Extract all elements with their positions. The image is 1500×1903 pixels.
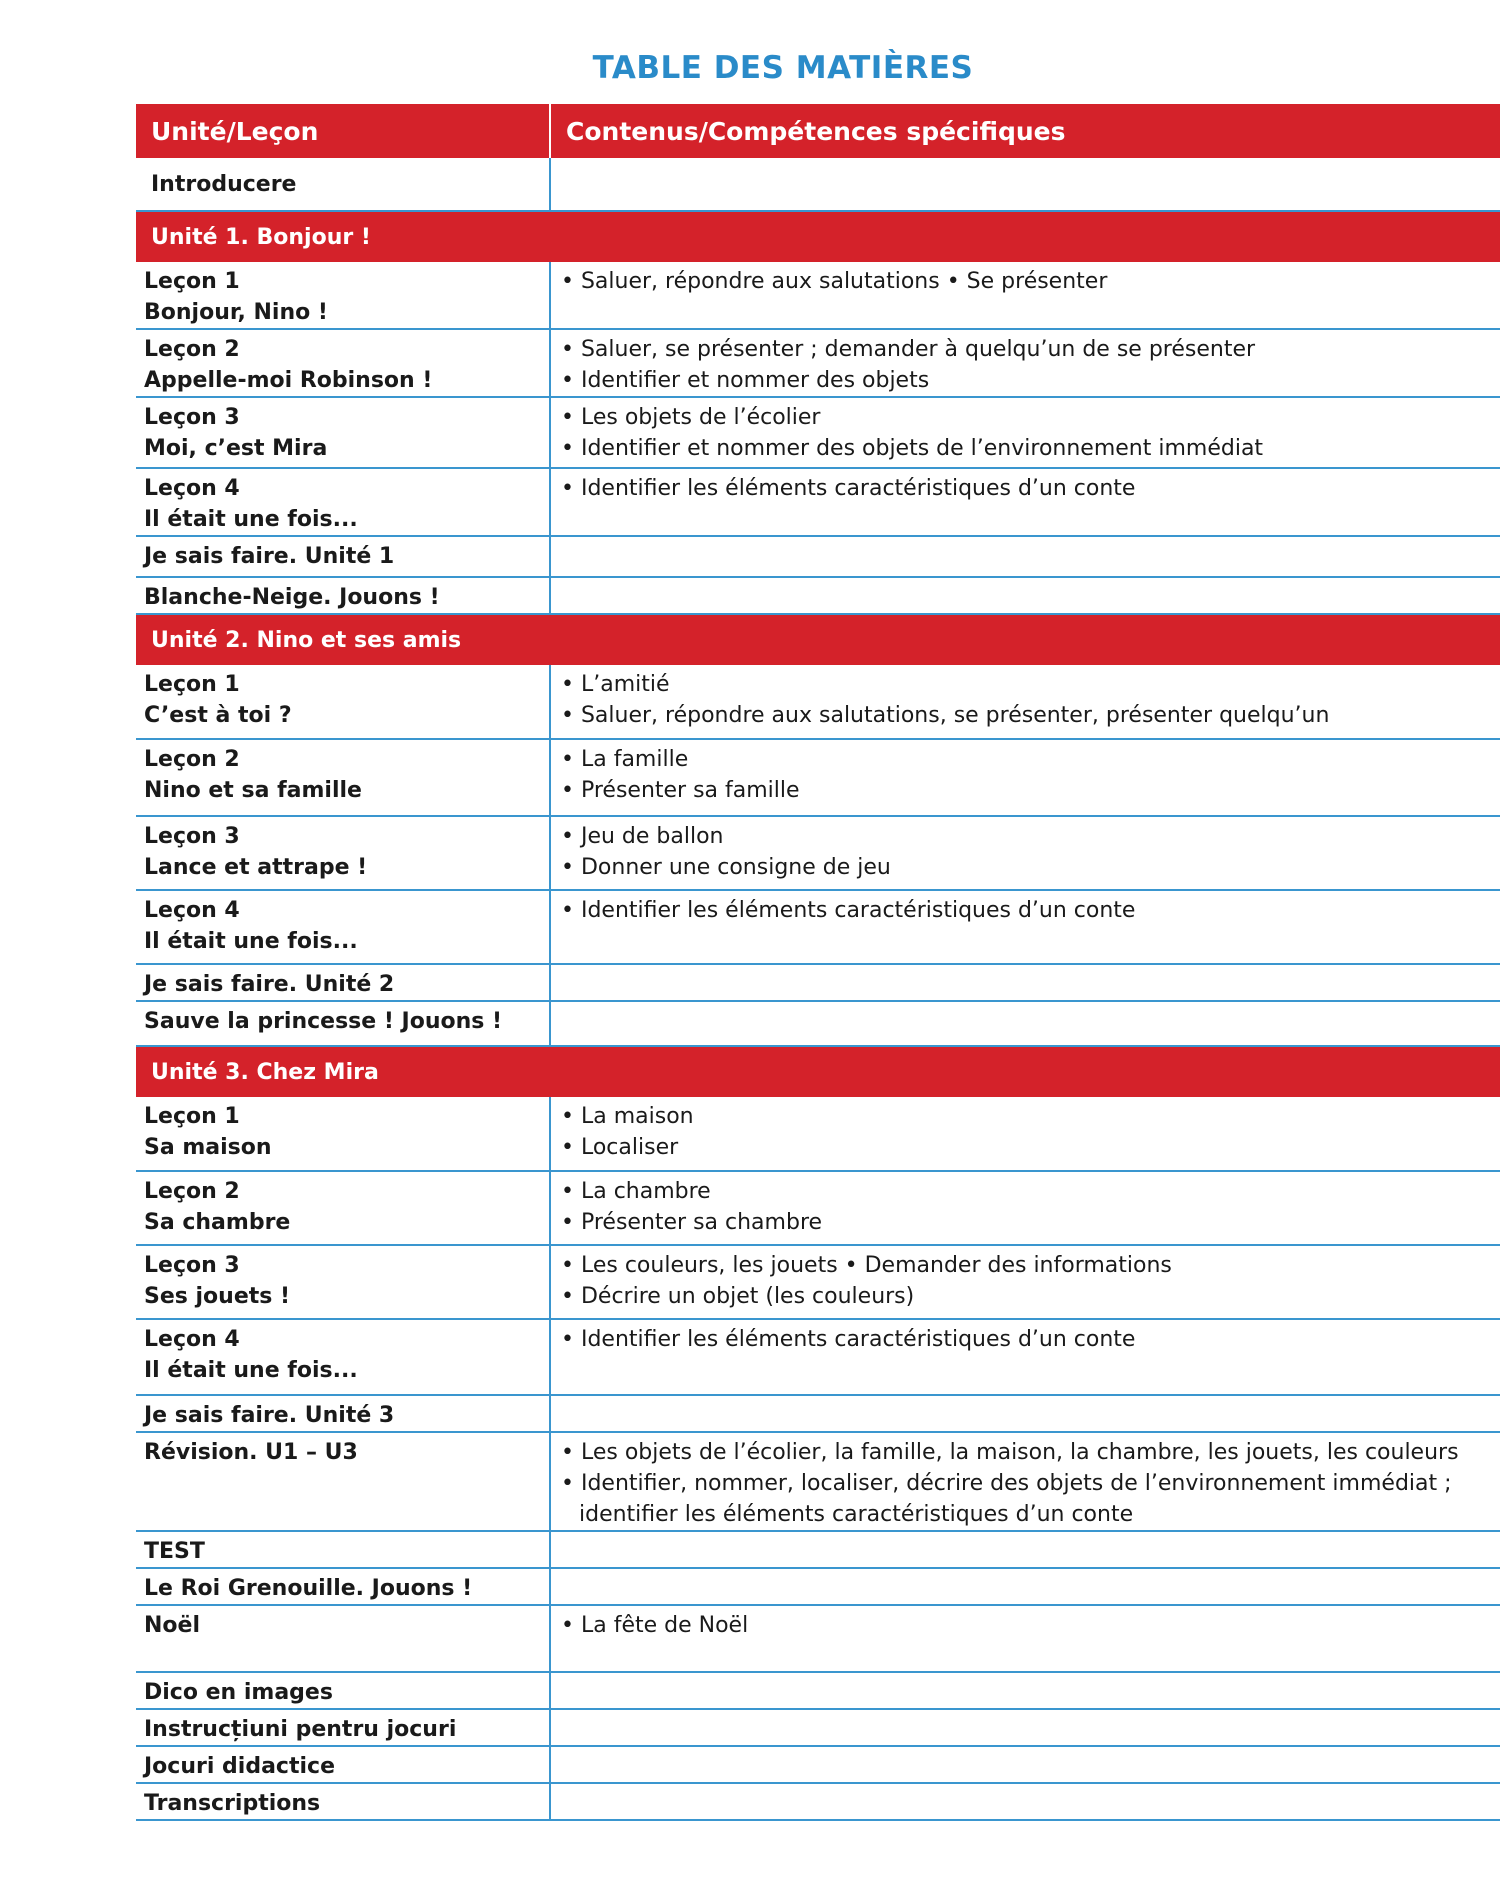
lesson-title: Sa chambre: [144, 1210, 291, 1235]
unit-title: Unité 3. Chez Mira: [136, 1046, 1500, 1097]
content-item: • Identifier les éléments caractéristiques d’un conte: [561, 898, 1136, 923]
table-row: [136, 739, 1500, 816]
lesson-title: Instrucțiuni pentru jocuri: [136, 1709, 550, 1746]
lesson-number: Leçon 3: [144, 824, 240, 849]
unit-title: Unité 1. Bonjour !: [136, 211, 1500, 262]
lesson-number: Leçon 2: [144, 1179, 240, 1204]
lesson-contents: [550, 964, 1500, 1001]
table-row: [136, 1395, 1500, 1432]
table-row: [136, 262, 1500, 329]
table-row: [136, 329, 1500, 397]
content-item: • Donner une consigne de jeu: [561, 855, 891, 880]
content-item: • Localiser: [561, 1135, 679, 1160]
lesson-number: Leçon 1: [144, 269, 240, 294]
table-row: [136, 816, 1500, 890]
table-row: [136, 1319, 1500, 1395]
lesson-contents: [550, 577, 1500, 614]
content-item: • Décrire un objet (les couleurs): [561, 1284, 915, 1309]
table-row: [136, 1783, 1500, 1820]
lesson-title: Révision. U1 – U3: [136, 1432, 550, 1531]
table-row: [136, 1746, 1500, 1783]
content-item: • Les objets de l’écolier, la famille, la maison, la chambre, les jouets, les couleurs: [561, 1440, 1459, 1465]
lesson-contents: [550, 1746, 1500, 1783]
lesson-title: Sauve la princesse ! Jouons !: [136, 1001, 550, 1046]
lesson-number: Leçon 3: [144, 405, 240, 430]
content-item: • Présenter sa chambre: [561, 1210, 823, 1235]
lesson-contents: [550, 1531, 1500, 1568]
lesson-title: Ses jouets !: [144, 1284, 291, 1309]
content-item: • Présenter sa famille: [561, 778, 800, 803]
lesson-title: Blanche-Neige. Jouons !: [136, 577, 550, 614]
lesson-contents: [550, 890, 1500, 964]
table-of-contents: [136, 104, 1500, 1821]
lesson-number: Leçon 2: [144, 747, 240, 772]
content-item: • Les objets de l’écolier: [561, 405, 821, 430]
lesson-title: C’est à toi ?: [144, 703, 292, 728]
content-item: • Saluer, répondre aux salutations, se présenter, présenter quelqu’un: [561, 703, 1330, 728]
lesson-title: Il était une fois...: [144, 1358, 358, 1383]
lesson-contents: [550, 1672, 1500, 1709]
lesson-number: Leçon 1: [144, 672, 240, 697]
lesson-contents: [550, 329, 1500, 397]
content-item: • Identifier, nommer, localiser, décrire des objets de l’environnement immédiat ;: [561, 1471, 1452, 1496]
content-item: • La maison: [561, 1104, 694, 1129]
unit-header: [136, 614, 1500, 665]
table-row: [136, 1245, 1500, 1319]
lesson-contents: [550, 1605, 1500, 1672]
lesson-title: Il était une fois...: [144, 507, 358, 532]
content-item: • La famille: [561, 747, 689, 772]
content-item: • Saluer, répondre aux salutations • Se présenter: [561, 269, 1108, 294]
lesson-contents: [550, 1568, 1500, 1605]
content-item: • Identifier et nommer des objets: [561, 368, 930, 393]
lesson-number: Leçon 4: [144, 476, 240, 501]
content-item: • Identifier les éléments caractéristiques d’un conte: [561, 1327, 1136, 1352]
content-item: • La chambre: [561, 1179, 711, 1204]
content-item: • Identifier et nommer des objets de l’environnement immédiat: [561, 436, 1264, 461]
lesson-number: Leçon 2: [144, 337, 240, 362]
lesson-title: Noël: [136, 1605, 550, 1672]
header-unit-lesson: Unité/Leçon: [136, 104, 550, 158]
lesson-title: Appelle-moi Robinson !: [144, 368, 433, 393]
lesson-number: Leçon 3: [144, 1253, 240, 1278]
table-row: [136, 1672, 1500, 1709]
lesson-title: Je sais faire. Unité 2: [136, 964, 550, 1001]
lesson-contents: [550, 1319, 1500, 1395]
lesson-number: Leçon 1: [144, 1104, 240, 1129]
unit-header: [136, 1046, 1500, 1097]
unit-title: Unité 2. Nino et ses amis: [136, 614, 1500, 665]
table-row: [136, 397, 1500, 468]
lesson-contents: [550, 1395, 1500, 1432]
table-row: [136, 665, 1500, 739]
lesson-title: Transcriptions: [136, 1783, 550, 1820]
content-item: • La fête de Noël: [561, 1613, 749, 1638]
unit-header: [136, 211, 1500, 262]
content-item: • Saluer, se présenter ; demander à quelqu’un de se présenter: [561, 337, 1256, 362]
lesson-contents: [550, 397, 1500, 468]
lesson-contents: [550, 1245, 1500, 1319]
lesson-number: Leçon 4: [144, 898, 240, 923]
lesson-contents: [550, 1097, 1500, 1171]
content-item: • L’amitié: [561, 672, 670, 697]
content-item: • Les couleurs, les jouets • Demander des informations: [561, 1253, 1172, 1278]
table-row: [136, 1531, 1500, 1568]
lesson-contents: [550, 816, 1500, 890]
lesson-title: Sa maison: [144, 1135, 272, 1160]
content-item: • Jeu de ballon: [561, 824, 724, 849]
table-row: [136, 1432, 1500, 1531]
table-row: [136, 1709, 1500, 1746]
lesson-title: Moi, c’est Mira: [144, 436, 328, 461]
lesson-contents: [550, 1171, 1500, 1245]
table-row: [136, 536, 1500, 577]
lesson-contents: [550, 739, 1500, 816]
lesson-contents: [550, 1783, 1500, 1820]
lesson-title: Je sais faire. Unité 3: [136, 1395, 550, 1432]
table-header: [136, 104, 1500, 158]
lesson-title: TEST: [136, 1531, 550, 1568]
lesson-contents: [550, 1709, 1500, 1746]
lesson-contents: [550, 158, 1500, 211]
lesson-contents: [550, 262, 1500, 329]
table-row: [136, 1605, 1500, 1672]
table-row: [136, 577, 1500, 614]
content-item-continued: identifier les éléments caractéristiques d’un conte: [579, 1502, 1134, 1527]
lesson-contents: [550, 468, 1500, 536]
lesson-title: Je sais faire. Unité 1: [136, 536, 550, 577]
table-row: [136, 890, 1500, 964]
header-contents: Contenus/Compétences spécifiques: [550, 104, 1500, 158]
table-row: [136, 1171, 1500, 1245]
lesson-title: Bonjour, Nino !: [144, 300, 328, 325]
lesson-title: Le Roi Grenouille. Jouons !: [136, 1568, 550, 1605]
table-row: [136, 468, 1500, 536]
lesson-title: Il était une fois...: [144, 929, 358, 954]
lesson-contents: [550, 1001, 1500, 1046]
lesson-title: Lance et attrape !: [144, 855, 368, 880]
table-row: [136, 1097, 1500, 1171]
lesson-title: Nino et sa famille: [144, 778, 362, 803]
lesson-contents: [550, 1432, 1500, 1531]
lesson-title: Introducere: [136, 158, 550, 211]
lesson-contents: [550, 536, 1500, 577]
page-title: TABLE DES MATIÈRES: [592, 50, 974, 86]
table-row: [136, 158, 1500, 211]
lesson-title: Dico en images: [136, 1672, 550, 1709]
table-row: [136, 1001, 1500, 1046]
content-item: • Identifier les éléments caractéristiques d’un conte: [561, 476, 1136, 501]
table-row: [136, 964, 1500, 1001]
lesson-contents: [550, 665, 1500, 739]
lesson-title: Jocuri didactice: [136, 1746, 550, 1783]
lesson-number: Leçon 4: [144, 1327, 240, 1352]
table-row: [136, 1568, 1500, 1605]
